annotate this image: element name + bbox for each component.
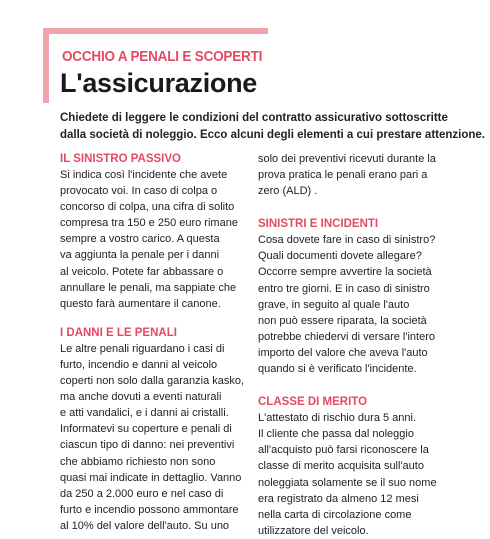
body-line: da 250 a 2.000 euro e nel caso di xyxy=(60,487,224,500)
body-line: sempre a vostro carico. A questa xyxy=(60,233,220,246)
section-body-classe-merito xyxy=(258,410,458,539)
body-line: compresa tra 150 e 250 euro rimane xyxy=(60,217,238,230)
body-line: zero (ALD) . xyxy=(258,185,318,198)
body-line: al veicolo. Potete far abbassare o xyxy=(60,265,224,278)
body-line: utilizzatore del veicolo. xyxy=(258,524,369,537)
intro-paragraph xyxy=(60,110,485,144)
section-heading-sinistro-passivo: IL SINISTRO PASSIVO xyxy=(60,153,181,165)
body-line: al 10% del valore dell'auto. Su uno xyxy=(60,519,230,532)
body-line: potrebbe chiedervi di versare l'intero xyxy=(258,330,435,343)
body-line: all'acquisto può farsi riconoscere la xyxy=(258,444,429,457)
body-line: questo farà aumentare il canone. xyxy=(60,297,221,310)
spacer xyxy=(258,199,458,216)
section-heading-sinistri-incidenti: SINISTRI E INCIDENTI xyxy=(258,218,379,231)
body-line: concorso di colpa, una cifra di solito xyxy=(60,201,235,214)
body-line: importo del valore che aveva l'auto xyxy=(258,346,428,359)
spacer xyxy=(258,377,458,394)
section-heading-classe-merito: CLASSE DI MERITO xyxy=(258,396,368,409)
section-body-danni-penali xyxy=(60,341,260,534)
section-body-sinistro-passivo xyxy=(60,167,260,312)
decorative-frame-top xyxy=(43,28,268,34)
body-line: non può essere riparata, la società xyxy=(258,314,427,327)
body-line: Cosa dovete fare in caso di sinistro? xyxy=(258,234,436,247)
kicker: OCCHIO A PENALI E SCOPERTI xyxy=(62,49,263,65)
body-line: Quali documenti dovete allegare? xyxy=(258,250,422,263)
page-title: L'assicurazione xyxy=(60,68,257,98)
intro-line: Chiedete di leggere le condizioni del contratto assicurativo sottoscritte xyxy=(60,112,448,124)
body-line: quando si è verificato l'incidente. xyxy=(258,363,417,376)
body-line: noleggiata solamente se il suo nome xyxy=(258,476,437,489)
left-column xyxy=(60,151,260,534)
body-line: Le altre penali riguardano i casi di xyxy=(60,342,225,355)
section-heading-danni-penali: I DANNI E LE PENALI xyxy=(60,326,177,339)
body-line: Informatevi su coperture e penali di xyxy=(60,423,232,436)
body-line: e atti vandalici, e i danni ai cristalli. xyxy=(60,407,229,420)
section-continuation-danni-penali xyxy=(258,151,458,199)
body-line: provocato voi. In caso di colpa o xyxy=(60,185,218,198)
body-line: annullare le penali, ma sappiate che xyxy=(60,281,237,294)
body-line: furto e incendio possono ammontare xyxy=(60,503,239,516)
intro-line: dalla società di noleggio. Ecco alcuni degli elementi a cui prestare attenzione. xyxy=(60,129,485,141)
body-line: era registrato da almeno 12 mesi xyxy=(258,492,419,505)
decorative-frame-left xyxy=(43,28,49,103)
body-line: ciascun tipo di danno: nei preventivi xyxy=(60,439,235,452)
body-line: coperti non solo dalla garanzia kasko, xyxy=(60,375,245,388)
body-line: nella carta di circolazione come xyxy=(258,508,412,521)
body-line: Si indica così l'incidente che avete xyxy=(60,169,228,181)
spacer xyxy=(60,312,260,325)
section-body-sinistri-incidenti xyxy=(258,232,458,377)
body-line: va aggiunta la penale per i danni xyxy=(60,249,220,262)
body-line: entro tre giorni. E in caso di sinistro xyxy=(258,282,430,295)
body-line: che abbiamo richiesto non sono xyxy=(60,455,216,468)
body-line: quasi mai indicate in dettaglio. Vanno xyxy=(60,471,242,484)
body-line: L'attestato di rischio dura 5 anni. xyxy=(258,412,417,425)
body-line: Occorre sempre avvertire la società xyxy=(258,266,432,279)
body-line: Il cliente che passa dal noleggio xyxy=(258,428,414,441)
body-line: furto, incendio e danni al veicolo xyxy=(60,358,218,371)
body-line: classe di merito acquisita sull'auto xyxy=(258,460,424,473)
body-line: prova pratica le penali erano pari a xyxy=(258,169,428,182)
body-line: ma anche dovuti a eventi naturali xyxy=(60,391,222,404)
body-line: solo dei preventivi ricevuti durante la xyxy=(258,153,436,165)
right-column xyxy=(258,151,458,539)
body-line: grave, in seguito al quale l'auto xyxy=(258,298,410,311)
